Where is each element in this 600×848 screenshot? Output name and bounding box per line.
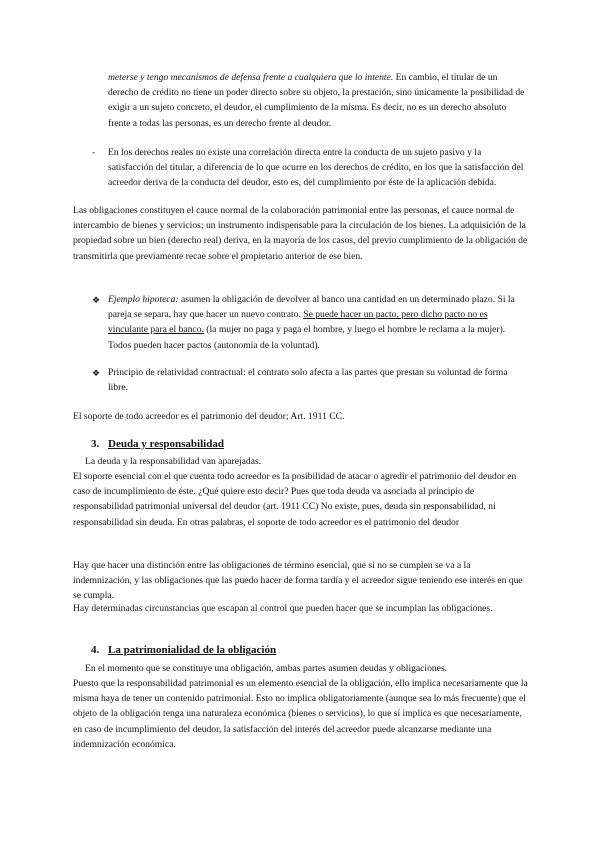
- section-3-intro: La deuda y la responsabilidad van aparejadas.: [85, 456, 262, 467]
- hipoteca-text-1: asumen la obligación de devolver al banco una cantidad en un determinado plazo. Si la pareja se separa, hay que hacer un nuevo contrato.: [108, 294, 515, 321]
- hipoteca-underlined: Se puede hacer un pacto, pero dicho pacto no es vinculante para el banco.: [108, 309, 488, 336]
- section-3-paragraph-3: Hay determinadas circunstancias que escapan al control que pueden hacer que se incumplan las obligaciones.: [73, 603, 493, 614]
- diamond-bullet-icon: ❖: [92, 295, 101, 305]
- hipoteca-example: [108, 292, 528, 353]
- dash-bullet-marker: -: [92, 147, 96, 158]
- continuation-text: En cambio, el titular de un derecho de crédito no tiene un poder directo sobre su objeto, la prestación, sino únicamente la posibilidad de exigir a un sujeto concreto, el deudor, el cumplimiento de la misma. Es decir, no es un derecho absoluto frente a todas las personas, es un derecho frente al deudor.: [108, 72, 525, 129]
- section-4-paragraph-2: Puesto que la responsabilidad patrimonial es un elemento esencial de la obligación, ello implica necesariamente que la misma haya de tener un contenido patrimonial. Esto no implica obligatoriamente (aunque sea lo más frecuente) que el objeto de la obligación tenga una naturaleza económica (bienes o servicios), lo que sí implica es que necesariamente, en caso de incumplimiento del deudor, la satisfacción del interés del acreedor puede alcanzarse mediante una indemnización económica.: [73, 678, 528, 750]
- section-3-paragraph-1: El soporte esencial con el que cuenta todo acreedor es la posibilidad de atacar o agredir el patrimonio del deudor en caso de incumplimiento de éste. ¿Qué quiere esto decir? Pues que toda deuda va asociada al principio de responsabilidad patrimonial universal del deudor (art. 1911 CC) No existe, pues, deuda sin responsabilidad, ni responsabilidad sin deuda. En otras palabras, el soporte de todo acreedor es el patrimonio del deudor: [73, 471, 517, 528]
- section-4-paragraph-1: En el momento que se constituye una obligación, ambas partes asumen deudas y obligaciones.: [85, 663, 448, 674]
- section-3-paragraph-2: Hay que hacer una distinción entre las obligaciones de término esencial, que si no se cumplen se va a la indemnización, y las obligaciones que las puedo hacer de forma tardía y el acreedor sigue teniendo ese interés en que se cumpla.: [73, 560, 523, 602]
- hipoteca-text-2: (la mujer no paga y paga el hombre, y luego el hombre le reclama a la mujer). Todos pueden hacer pactos (autonomía de la voluntad).: [108, 324, 506, 351]
- section-4-heading: [91, 643, 276, 658]
- hipoteca-label: Ejemplo hipoteca:: [108, 294, 179, 305]
- dash-bullet-text: En los derechos reales no existe una correlación directa entre la conducta de un sujeto pasivo y la satisfacción del titular, a diferencia de lo que ocurre en los derechos de crédito, en los que la satisfacción del acreedor deriva de la conducta del deudor, esto es, del cumplimiento por éste de la aplicación debida.: [108, 147, 524, 189]
- section-4-number: 4.: [91, 644, 100, 656]
- relatividad-principle: Principio de relatividad contractual: el contrato solo afecta a las partes que prestan su voluntad de forma libre.: [108, 367, 508, 394]
- section-4-title: La patrimonialidad de la obligación: [108, 644, 277, 656]
- continuation-paragraph: [108, 70, 528, 131]
- section-3-heading: [91, 437, 224, 452]
- diamond-bullet-icon: ❖: [92, 368, 101, 378]
- obligaciones-paragraph: Las obligaciones constituyen el cauce normal de la colaboración patrimonial entre las personas, el cauce normal de intercambio de bienes y servicios; un instrumento indispensable para la circulación de los bienes. La adquisición de la propiedad sobre un bien (derecho real) deriva, en la mayoría de los casos, del previo cumplimiento de la obligación de transmitirla que previamente recae sobre el propietario anterior de ese bien.: [73, 205, 528, 262]
- section-3-number: 3.: [91, 438, 100, 450]
- soporte-line: El soporte de todo acreedor es el patrimonio del deudor; Art. 1911 CC.: [73, 411, 345, 422]
- continuation-italic: meterse y tengo mecanismos de defensa frente a cualquiera que lo intente.: [108, 72, 394, 83]
- section-3-title: Deuda y responsabilidad: [108, 438, 224, 450]
